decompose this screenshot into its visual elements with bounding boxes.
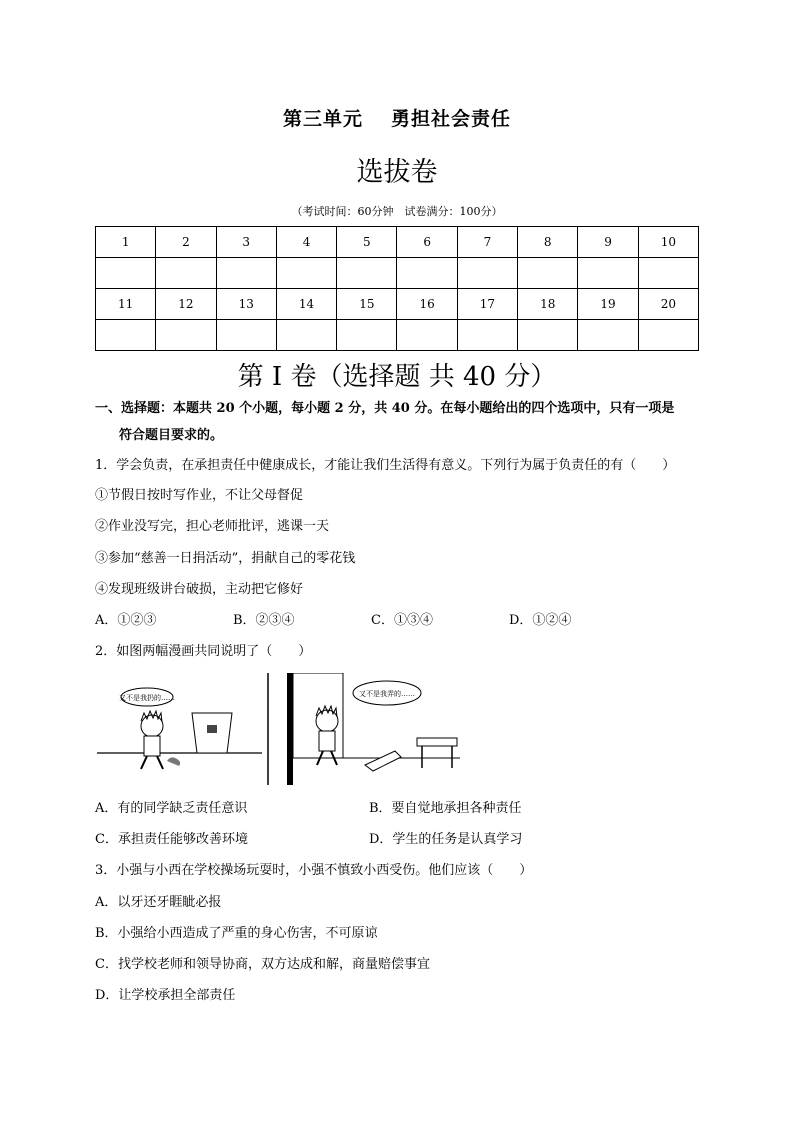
grid-number: 11 [96, 289, 156, 320]
grid-number: 2 [156, 227, 216, 258]
question-1-item: ④发现班级讲台破损，主动把它修好 [95, 582, 304, 597]
section-instruction: 一、选择题：本题共 20 个小题，每小题 2 分，共 40 分。在每小题给出的四个选项中，只有一项是 [95, 401, 675, 416]
answer-cell[interactable] [96, 258, 156, 289]
answer-cell[interactable] [638, 320, 698, 351]
answer-grid [95, 226, 699, 351]
grid-number: 16 [397, 289, 457, 320]
comic-bubble-right: 又不是我弄的…… [359, 690, 415, 698]
answer-cell[interactable] [337, 258, 397, 289]
grid-number: 12 [156, 289, 216, 320]
grid-number: 8 [518, 227, 578, 258]
answer-grid-number-row [96, 289, 699, 320]
answer-cell[interactable] [397, 258, 457, 289]
grid-number: 15 [337, 289, 397, 320]
option-d[interactable]: D．①②④ [509, 613, 572, 628]
answer-cell[interactable] [276, 320, 336, 351]
grid-number: 18 [518, 289, 578, 320]
question-3-stem: 3．小强与小西在学校操场玩耍时，小强不慎致小西受伤。他们应该（ ） [95, 863, 533, 878]
answer-cell[interactable] [216, 320, 276, 351]
answer-cell[interactable] [216, 258, 276, 289]
comic-bubble-left: 又不是我扔的…… [119, 694, 175, 702]
grid-number: 6 [397, 227, 457, 258]
option-b[interactable]: B．②③④ [233, 613, 295, 628]
answer-cell[interactable] [397, 320, 457, 351]
grid-number: 17 [457, 289, 517, 320]
answer-cell[interactable] [578, 320, 638, 351]
question-2-stem: 2．如图两幅漫画共同说明了（ ） [95, 644, 312, 659]
answer-grid-blank-row [96, 320, 699, 351]
unit-label: 第三单元 [282, 108, 363, 130]
option-a[interactable]: A．有的同学缺乏责任意识 [95, 801, 248, 816]
grid-number: 7 [457, 227, 517, 258]
answer-cell[interactable] [96, 320, 156, 351]
comic-panel-left [97, 688, 262, 769]
answer-cell[interactable] [156, 320, 216, 351]
grid-number: 10 [638, 227, 698, 258]
option-c[interactable]: C．①③④ [371, 613, 433, 628]
answer-grid-number-row [96, 227, 699, 258]
option-d[interactable]: D．让学校承担全部责任 [95, 988, 236, 1003]
answer-cell[interactable] [156, 258, 216, 289]
comic-panel-right [287, 673, 460, 785]
answer-cell[interactable] [457, 320, 517, 351]
option-a[interactable]: A．以牙还牙睚眦必报 [95, 895, 222, 910]
grid-number: 3 [216, 227, 276, 258]
grid-number: 19 [578, 289, 638, 320]
grid-number: 9 [578, 227, 638, 258]
answer-cell[interactable] [518, 320, 578, 351]
section-title: 第 I 卷（选择题 共 40 分） [237, 362, 557, 392]
option-b[interactable]: B．要自觉地承担各种责任 [369, 801, 522, 816]
answer-cell[interactable] [638, 258, 698, 289]
exam-info: （考试时间：60分钟 试卷满分：100分） [291, 205, 503, 218]
grid-number: 4 [276, 227, 336, 258]
page-title: 选拔卷 [356, 157, 438, 188]
question-1-stem: 1．学会负责，在承担责任中健康成长，才能让我们生活得有意义。下列行为属于负责任的有（ ） [95, 458, 676, 473]
answer-grid-blank-row [96, 258, 699, 289]
grid-number: 14 [276, 289, 336, 320]
grid-number: 20 [638, 289, 698, 320]
grid-number: 5 [337, 227, 397, 258]
grid-number: 13 [216, 289, 276, 320]
option-c[interactable]: C．承担责任能够改善环境 [95, 832, 248, 847]
unit-name: 勇担社会责任 [391, 108, 512, 130]
answer-cell[interactable] [578, 258, 638, 289]
option-d[interactable]: D．学生的任务是认真学习 [369, 832, 523, 847]
unit-title [0, 104, 794, 131]
answer-cell[interactable] [337, 320, 397, 351]
answer-cell[interactable] [518, 258, 578, 289]
question-1-item: ③参加“慈善一日捐活动”，捐献自己的零花钱 [95, 551, 356, 566]
grid-number: 1 [96, 227, 156, 258]
answer-cell[interactable] [276, 258, 336, 289]
answer-cell[interactable] [457, 258, 517, 289]
question-1-item: ①节假日按时写作业，不让父母督促 [95, 488, 304, 503]
option-b[interactable]: B．小强给小西造成了严重的身心伤害，不可原谅 [95, 926, 378, 941]
comic-illustration [97, 673, 460, 785]
question-1-item: ②作业没写完，担心老师批评，逃课一天 [95, 519, 330, 534]
section-instruction-cont: 符合题目要求的。 [119, 428, 224, 443]
option-c[interactable]: C．找学校老师和领导协商，双方达成和解，商量赔偿事宜 [95, 957, 430, 972]
option-a[interactable]: A．①②③ [95, 613, 157, 628]
